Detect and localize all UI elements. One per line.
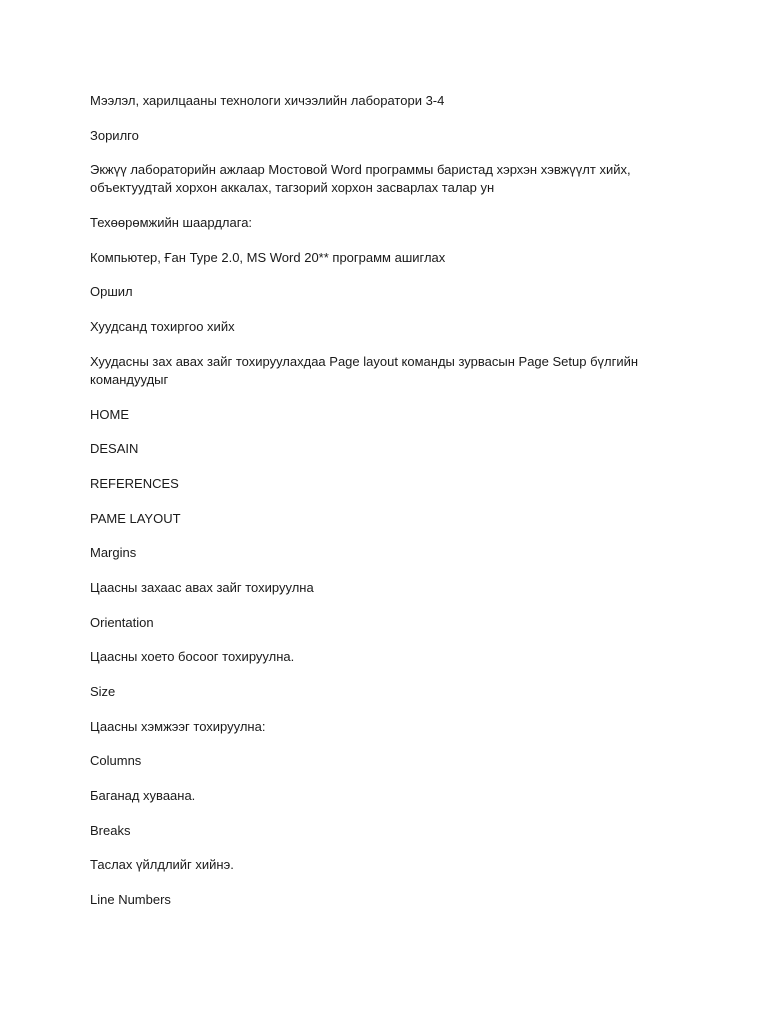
term-margins: Margins (90, 545, 137, 561)
term-size-desc: Цаасны хэмжээг тохируулна: (90, 718, 266, 734)
tab-name-page-layout: PAME LAYOUT (90, 510, 181, 526)
section-heading-requirements: Техөөрөмжийн шаардлага: (90, 215, 253, 231)
term-line-numbers: Line Numbers (90, 892, 171, 908)
tab-name-references: REFERENCES (90, 475, 179, 491)
subheading-page-setup: Хуудсанд тохиргоо хийх (90, 319, 235, 335)
term-breaks: Breaks (90, 822, 131, 838)
tab-name-design: DESAIN (90, 441, 139, 457)
document-body (90, 92, 650, 926)
term-columns-desc: Баганад хуваана. (90, 788, 196, 804)
term-orientation-desc: Цаасны хоето босоог тохируулна. (90, 649, 295, 665)
term-breaks-desc: Таслах үйлдлийг хийнэ. (90, 857, 234, 873)
document-title: Мээлэл, харилцааны технологи хичээлийн лаборатори 3-4 (90, 93, 445, 108)
section-heading-goal: Зорилго (90, 127, 139, 143)
section-heading-intro: Оршил (90, 284, 133, 300)
term-size: Size (90, 684, 116, 699)
tab-name-home: HOME (90, 406, 129, 422)
requirements-text: Компьютер, Ған Type 2.0, MS Word 20** программ ашиглах (90, 249, 446, 265)
term-orientation: Orientation (90, 614, 154, 630)
goal-text: Экжүү лабораторийн ажлаар Мостовой Word программы баристад хэрхэн хэвжүүлт хийх, объектуудтай хорхон аккалах, тагзорий хорхон засварлах талар ун (90, 162, 631, 196)
term-columns: Columns (90, 753, 142, 769)
page-setup-text: Хуудасны зах авах зайг тохируулахдаа Page layout команды зурвасын Page Setup бүлгийн командуудыг (90, 353, 639, 387)
term-margins-desc: Цаасны захаас авах зайг тохируулна (90, 579, 314, 595)
